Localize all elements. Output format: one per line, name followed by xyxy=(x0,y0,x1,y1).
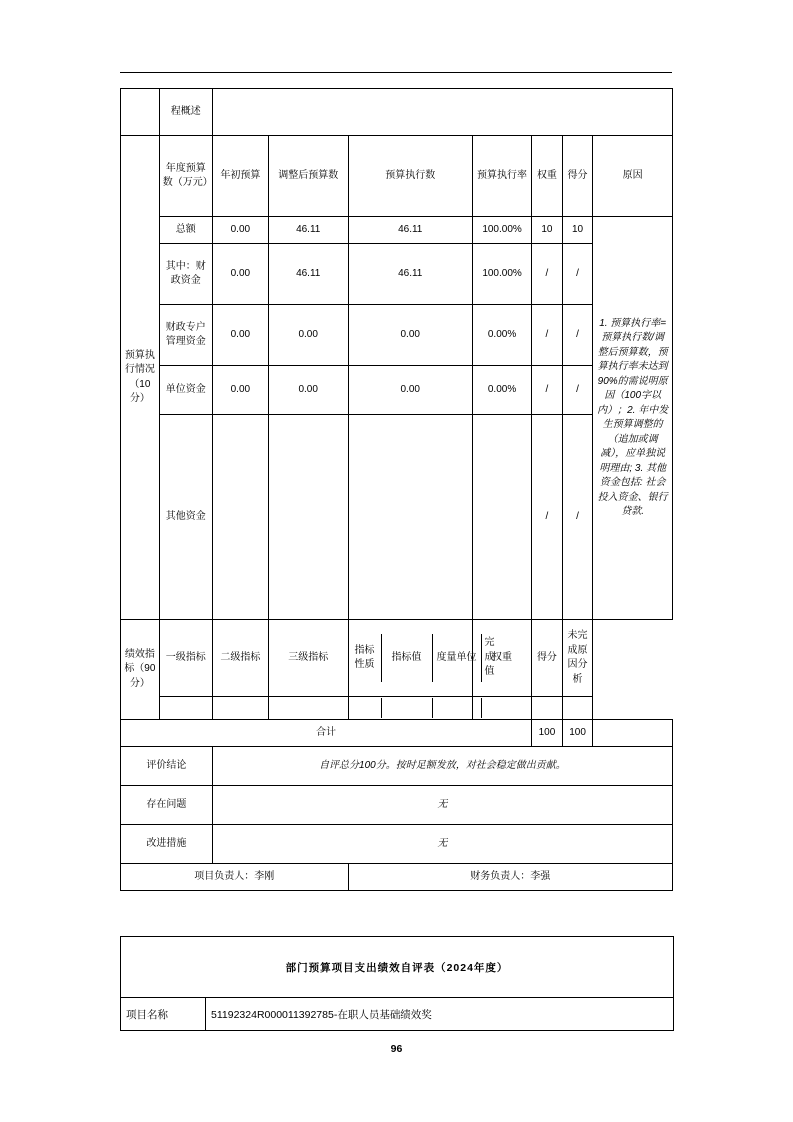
row-unit-funds-executed: 0.00 xyxy=(348,366,472,415)
total-score: 100 xyxy=(562,720,593,747)
row-fiscal-name: 其中：财政资金 xyxy=(159,244,212,305)
issues-text: 无 xyxy=(212,786,672,825)
row-total-rate: 100.00% xyxy=(472,217,531,244)
row-other-funds-executed xyxy=(348,415,472,620)
cell-indicator-value xyxy=(381,698,432,718)
reason-note: 1. 预算执行率=预算执行数/调整后预算数，预算执行率未达到90%的需说明原因（100字以内）；2. 年中发生预算调整的（追加或调减），应单独说明理由; 3. 其他资金包括: 社会投入资金、银行贷款. xyxy=(593,217,673,620)
cell-level1-value xyxy=(159,697,212,720)
header-indicator-value: 指标值 xyxy=(381,634,432,682)
process-overview-value xyxy=(212,89,672,136)
improvements-label: 改进措施 xyxy=(121,825,213,864)
row-unit-funds-rate: 0.00% xyxy=(472,366,531,415)
row-total-adjusted: 46.11 xyxy=(268,217,348,244)
process-overview-spacer xyxy=(121,89,160,136)
row-total-weight: 10 xyxy=(532,217,563,244)
table-row xyxy=(121,998,674,1031)
header-rule xyxy=(120,72,672,73)
table-header-row xyxy=(121,136,673,217)
header-execution-rate: 预算执行率 xyxy=(472,136,531,217)
header-measure-unit: 度量单位 xyxy=(432,634,481,682)
total-reason xyxy=(593,720,673,747)
row-unit-funds-adjusted: 0.00 xyxy=(268,366,348,415)
row-special-account-executed: 0.00 xyxy=(348,305,472,366)
cell-unfinished-reason xyxy=(562,697,593,720)
cell-level3-value xyxy=(268,697,348,720)
header-level3-indicator: 三级指标 xyxy=(268,620,348,697)
improvements-text: 无 xyxy=(212,825,672,864)
row-fiscal-rate: 100.00% xyxy=(472,244,531,305)
table-row xyxy=(121,747,673,786)
row-special-account-initial: 0.00 xyxy=(212,305,268,366)
row-fiscal-weight: / xyxy=(532,244,563,305)
row-special-account-score: / xyxy=(562,305,593,366)
row-fiscal-score: / xyxy=(562,244,593,305)
cell-performance-weight xyxy=(472,697,531,720)
conclusion-text: 自评总分100分。按时足额发放，对社会稳定做出贡献。 xyxy=(212,747,672,786)
table-row xyxy=(121,937,674,998)
header-score: 得分 xyxy=(562,136,593,217)
row-special-account-weight: / xyxy=(532,305,563,366)
row-total-executed: 46.11 xyxy=(348,217,472,244)
table-row xyxy=(121,217,673,244)
project-leader-signature: 项目负责人：李刚 xyxy=(121,864,349,891)
header-execution-amount: 预算执行数 xyxy=(348,136,472,217)
table-row xyxy=(121,89,673,136)
row-other-funds-adjusted xyxy=(268,415,348,620)
next-form-table xyxy=(120,936,674,1031)
row-other-funds-name: 其他资金 xyxy=(159,415,212,620)
row-total-score: 10 xyxy=(562,217,593,244)
next-form-container xyxy=(120,936,673,1031)
header-initial-budget: 年初预算 xyxy=(212,136,268,217)
table-row xyxy=(121,366,673,415)
budget-performance-table-container xyxy=(120,88,673,891)
budget-performance-table xyxy=(120,88,673,891)
table-row xyxy=(121,825,673,864)
table-row xyxy=(121,864,673,891)
header-level1-indicator: 一级指标 xyxy=(159,620,212,697)
table-row xyxy=(121,720,673,747)
header-level2-indicator: 二级指标 xyxy=(212,620,268,697)
project-name-label: 项目名称 xyxy=(121,998,206,1031)
header-unfinished-reason: 未完成原因分析 xyxy=(562,620,593,697)
process-overview-label: 程概述 xyxy=(159,89,212,136)
page-number: 96 xyxy=(390,1043,403,1055)
row-total-name: 总额 xyxy=(159,217,212,244)
header-group-indicator-details: 指标性质 指标值 度量单位 完成值 xyxy=(348,620,472,697)
table-row xyxy=(121,786,673,825)
cell-level2-value xyxy=(212,697,268,720)
issues-label: 存在问题 xyxy=(121,786,213,825)
row-total-initial: 0.00 xyxy=(212,217,268,244)
header-adjusted-budget: 调整后预算数 xyxy=(268,136,348,217)
finance-leader-signature: 财务负责人：李强 xyxy=(348,864,673,891)
row-fiscal-executed: 46.11 xyxy=(348,244,472,305)
total-weight: 100 xyxy=(532,720,563,747)
cell-indicator-details xyxy=(348,697,472,720)
row-unit-funds-name: 单位资金 xyxy=(159,366,212,415)
total-label: 合计 xyxy=(121,720,532,747)
header-weight: 权重 xyxy=(532,136,563,217)
table-header-row xyxy=(121,620,673,697)
row-unit-funds-score: / xyxy=(562,366,593,415)
header-reason: 原因 xyxy=(593,136,673,217)
table-row xyxy=(121,697,673,720)
conclusion-label: 评价结论 xyxy=(121,747,213,786)
project-name-value: 51192324R000011392785-在职人员基础绩效奖 xyxy=(206,998,674,1031)
row-other-funds-weight: / xyxy=(532,415,563,620)
row-special-account-rate: 0.00% xyxy=(472,305,531,366)
table-row xyxy=(121,305,673,366)
row-other-funds-score: / xyxy=(562,415,593,620)
cell-performance-score xyxy=(532,697,563,720)
header-indicator-nature: 指标性质 xyxy=(349,634,382,682)
header-annual-budget: 年度预算数（万元） xyxy=(159,136,212,217)
row-fiscal-adjusted: 46.11 xyxy=(268,244,348,305)
row-unit-funds-initial: 0.00 xyxy=(212,366,268,415)
row-other-funds-rate xyxy=(472,415,531,620)
header-performance-weight: 权重 xyxy=(472,620,531,697)
section-budget-execution-label: 预算执行情况（10分） xyxy=(121,136,160,620)
section-performance-indicator-label: 绩效指标（90分） xyxy=(121,620,160,720)
row-other-funds-initial xyxy=(212,415,268,620)
cell-indicator-nature xyxy=(349,698,382,718)
row-special-account-name: 财政专户管理资金 xyxy=(159,305,212,366)
table-row xyxy=(121,415,673,620)
table-row xyxy=(121,244,673,305)
row-fiscal-initial: 0.00 xyxy=(212,244,268,305)
row-unit-funds-weight: / xyxy=(532,366,563,415)
row-special-account-adjusted: 0.00 xyxy=(268,305,348,366)
form-title: 部门预算项目支出绩效自评表（2024年度） xyxy=(121,937,674,998)
header-performance-score: 得分 xyxy=(532,620,563,697)
